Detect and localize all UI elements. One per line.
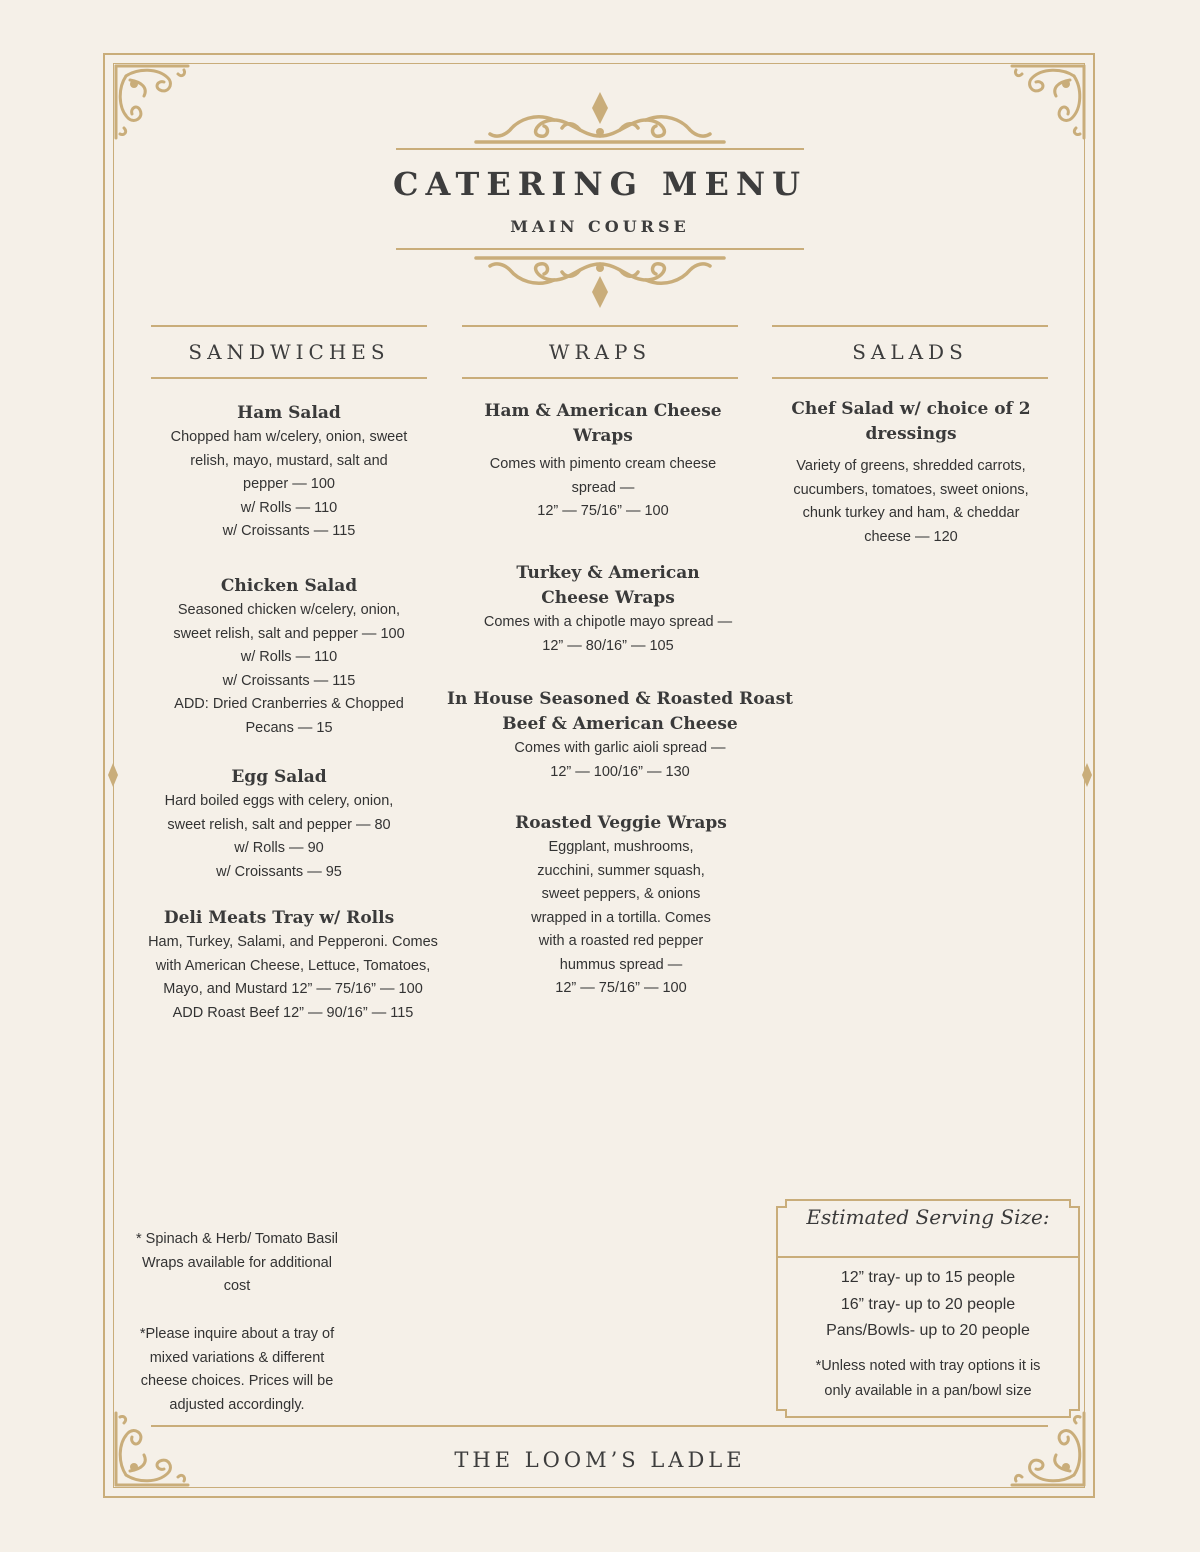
desc-line: Eggplant, mushrooms,: [548, 839, 694, 855]
desc-line: Seasoned chicken w/celery, onion,: [177, 602, 401, 618]
serving-line: 16” tray- up to 20 people: [840, 1295, 1016, 1313]
menu-item-chicken-salad: [130, 574, 448, 740]
flourish-corner-icon: [1002, 58, 1092, 148]
item-description: [130, 426, 448, 544]
item-description: [458, 611, 758, 658]
desc-line: sweet relish, salt and pepper — 80: [167, 816, 391, 833]
name-line: Chef Salad w/ choice of 2: [791, 399, 1031, 419]
desc-line: w/ Croissants — 95: [216, 863, 342, 880]
menu-item-roast-beef-wraps: [446, 687, 794, 784]
menu-item-deli-meats-tray: [118, 906, 468, 1025]
page-subtitle: MAIN COURSE: [510, 217, 690, 236]
note-line: mixed variations & different: [149, 1349, 325, 1366]
item-description: [130, 599, 448, 740]
restaurant-name: THE LOOM’S LADLE: [454, 1448, 746, 1472]
scroll-ornament-icon: [470, 250, 730, 310]
desc-line: with a roasted red pepper: [538, 933, 704, 949]
item-description: [452, 453, 754, 524]
desc-line: 12” — 100/16” — 130: [550, 763, 690, 780]
footer-rule: [151, 1425, 1048, 1427]
diamond-icon: [1082, 763, 1092, 787]
flourish-corner-icon: [108, 58, 198, 148]
serving-line: Pans/Bowls- up to 20 people: [826, 1322, 1030, 1339]
desc-line: wrapped in a tortilla. Comes: [531, 909, 711, 926]
desc-line: Mayo, and Mustard 12” — 75/16” — 100: [163, 981, 423, 997]
desc-line: ADD Roast Beef 12” — 90/16” — 115: [172, 1004, 414, 1021]
item-name: Egg Salad: [231, 767, 327, 787]
item-name: [452, 399, 754, 449]
name-line: Roasted Veggie Wraps: [515, 813, 727, 833]
item-description: [470, 836, 772, 1001]
item-description: [446, 737, 794, 784]
desc-line: Comes with a chipotle mayo spread —: [483, 614, 733, 630]
serving-size-title: Estimated Serving Size:: [806, 1205, 1050, 1229]
desc-line: Pecans — 15: [245, 719, 333, 736]
item-name: [458, 561, 758, 611]
desc-line: Variety of greens, shredded carrots,: [796, 458, 1026, 474]
desc-line: hummus spread —: [559, 956, 683, 973]
note-line: Wraps available for additional: [142, 1254, 332, 1271]
desc-line: ADD: Dried Cranberries & Chopped: [174, 696, 404, 712]
desc-line: 12” — 75/16” — 100: [537, 503, 669, 519]
menu-item-ham-american-wraps: [452, 399, 754, 524]
wraps-availability-note: [118, 1228, 356, 1299]
desc-line: with American Cheese, Lettuce, Tomatoes,: [155, 957, 431, 974]
item-description: [760, 455, 1062, 549]
item-name: Ham Salad: [237, 403, 341, 423]
diamond-icon: [108, 763, 118, 787]
menu-item-chef-salad: [760, 397, 1062, 549]
name-line: Wraps: [573, 426, 633, 446]
section-heading-wraps: WRAPS: [462, 325, 738, 379]
desc-line: spread —: [571, 479, 635, 496]
desc-line: Comes with garlic aioli spread —: [514, 740, 726, 756]
note-line: cheese choices. Prices will be: [140, 1373, 334, 1389]
desc-line: w/ Rolls — 110: [240, 649, 338, 665]
desc-line: w/ Croissants — 115: [222, 672, 356, 689]
note-line: adjusted accordingly.: [169, 1396, 305, 1413]
note-line: * Spinach & Herb/ Tomato Basil: [135, 1231, 339, 1247]
desc-line: sweet peppers, & onions: [541, 886, 701, 902]
note-line: *Please inquire about a tray of: [139, 1326, 335, 1342]
menu-item-egg-salad: [118, 765, 440, 884]
serving-size-note: [786, 1354, 1070, 1404]
item-description: [118, 931, 468, 1025]
page-title: CATERING MENU: [393, 165, 807, 203]
desc-line: sweet relish, salt and pepper — 100: [173, 625, 405, 642]
serving-line: 12” tray- up to 15 people: [840, 1269, 1016, 1286]
name-line: dressings: [865, 424, 957, 444]
desc-line: w/ Rolls — 110: [240, 499, 338, 516]
section-heading-sandwiches: SANDWICHES: [151, 325, 427, 379]
desc-line: Ham, Turkey, Salami, and Pepperoni. Comes: [148, 934, 438, 950]
name-line: Ham & American Cheese: [484, 401, 722, 421]
item-name: Deli Meats Tray w/ Rolls: [163, 908, 395, 928]
name-line: Turkey & American: [516, 563, 700, 583]
menu-item-turkey-american-wraps: [458, 561, 758, 658]
desc-line: Chopped ham w/celery, onion, sweet: [170, 429, 408, 445]
section-heading-salads: SALADS: [772, 325, 1048, 379]
note-line: *Unless noted with tray options it is: [815, 1358, 1041, 1374]
serving-size-list: [776, 1265, 1080, 1345]
desc-line: 12” — 80/16” — 105: [542, 637, 674, 654]
name-line: Beef & American Cheese: [502, 714, 738, 734]
desc-line: zucchini, summer squash,: [537, 862, 705, 879]
desc-line: Comes with pimento cream cheese: [489, 456, 717, 472]
desc-line: pepper — 100: [243, 476, 335, 492]
desc-line: 12” — 75/16” — 100: [555, 980, 687, 996]
name-line: Cheese Wraps: [541, 588, 675, 608]
desc-line: w/ Croissants — 115: [222, 523, 356, 539]
item-name: Chicken Salad: [220, 576, 358, 596]
item-name: [446, 687, 794, 737]
note-line: only available in a pan/bowl size: [824, 1383, 1032, 1399]
scroll-ornament-icon: [470, 90, 730, 150]
tray-inquiry-note: [118, 1323, 356, 1417]
header-rule-top: [396, 148, 804, 150]
desc-line: chunk turkey and ham, & cheddar: [802, 505, 1020, 521]
menu-item-ham-salad: [130, 401, 448, 544]
item-name: [470, 811, 772, 836]
item-name: [760, 397, 1062, 447]
note-line: cost: [223, 1278, 251, 1294]
menu-item-roasted-veggie-wraps: [470, 811, 772, 1001]
name-line: In House Seasoned & Roasted Roast: [447, 689, 793, 709]
desc-line: w/ Rolls — 90: [234, 840, 324, 856]
desc-line: cucumbers, tomatoes, sweet onions,: [793, 481, 1029, 498]
desc-line: Hard boiled eggs with celery, onion,: [164, 793, 394, 809]
desc-line: cheese — 120: [864, 528, 958, 545]
desc-line: relish, mayo, mustard, salt and: [190, 452, 388, 469]
item-description: [118, 790, 440, 884]
